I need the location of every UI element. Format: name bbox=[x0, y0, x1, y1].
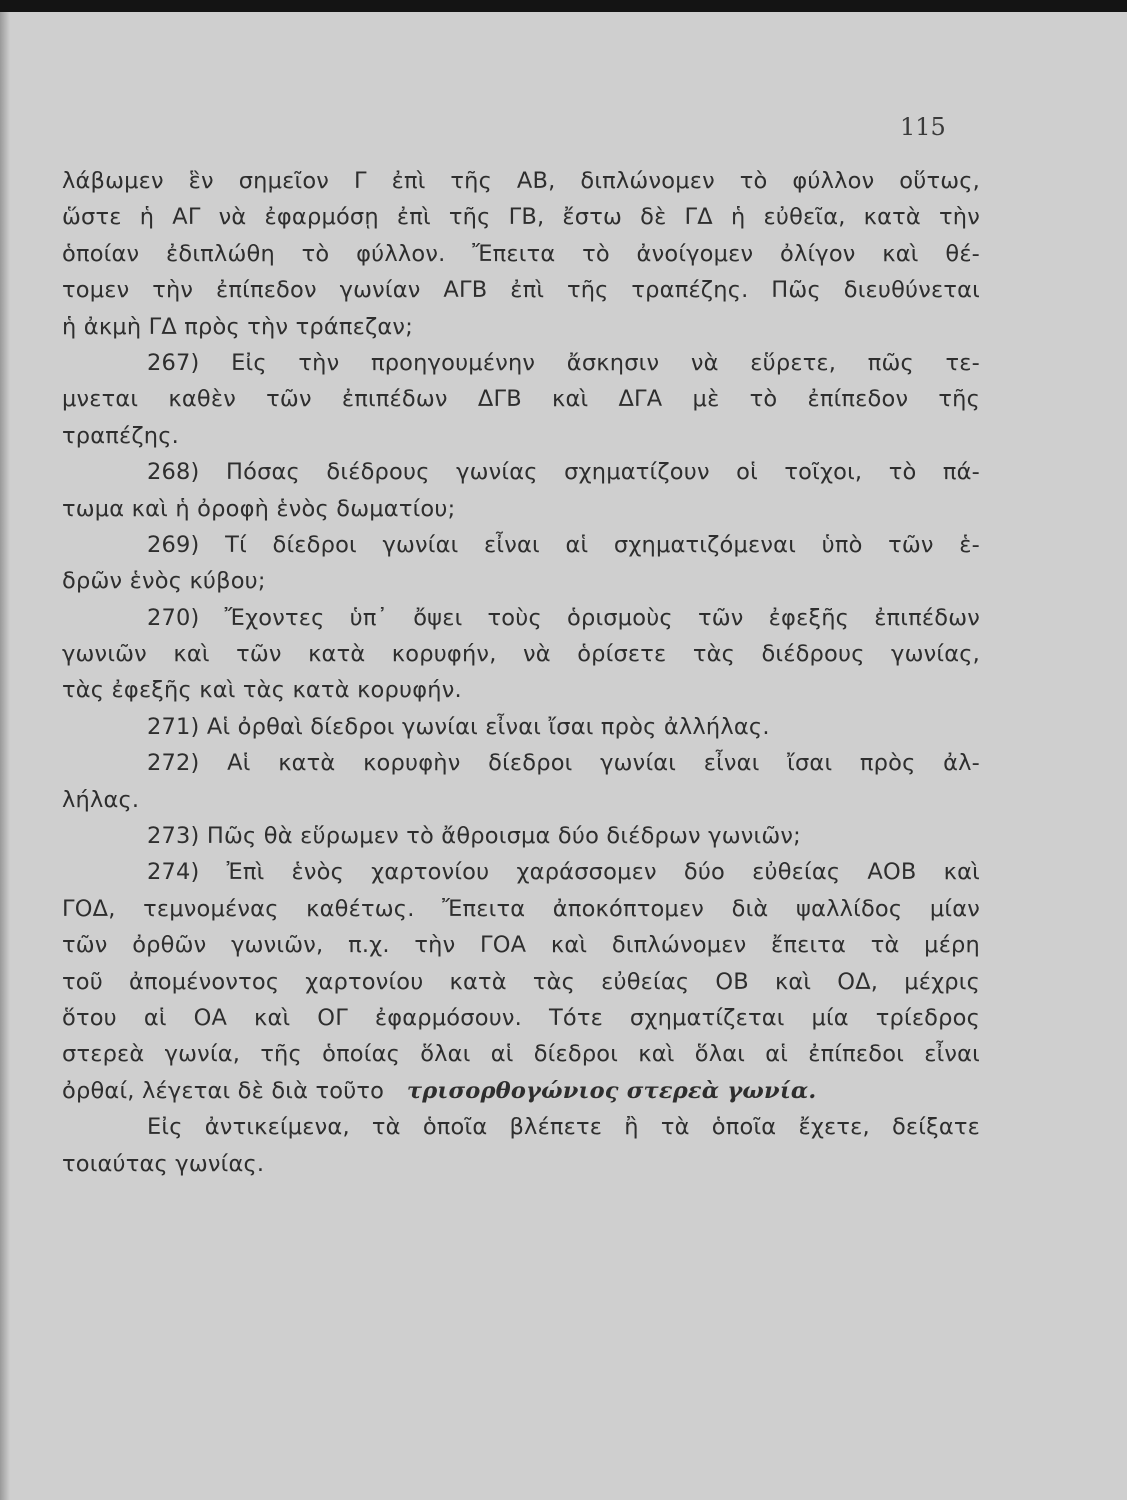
text-line-content: τωμα καὶ ἡ ὀροφὴ ἑνὸς δωματίου; bbox=[62, 495, 456, 522]
text-line-content: 273) Πῶς θὰ εὕρωμεν τὸ ἄθροισμα δύο διέδρων γωνιῶν; bbox=[147, 823, 801, 850]
text-line-content: ὅτου αἱ ΟΑ καὶ ΟΓ ἐφαρμόσουν. Τότε σχηματίζεται μία τρίεδρος bbox=[62, 1004, 980, 1031]
text-line bbox=[62, 199, 980, 235]
text-line bbox=[62, 454, 980, 490]
text-line-content: τῶν ὀρθῶν γωνιῶν, π.χ. τὴν ΓΟΑ καὶ διπλώνομεν ἔπειτα τὰ μέρη bbox=[62, 932, 980, 959]
emphasized-term: τρισορθογώνιος στερεὰ γωνία. bbox=[406, 1077, 817, 1104]
text-line-content: τοιαύτας γωνίας. bbox=[62, 1150, 265, 1177]
text-line bbox=[62, 163, 980, 199]
text-line bbox=[62, 236, 980, 272]
text-line-content: 271) Αἱ ὀρθαὶ δίεδροι γωνίαι εἶναι ἴσαι πρὸς ἀλλήλας. bbox=[147, 713, 770, 740]
text-line bbox=[62, 1036, 980, 1072]
text-line bbox=[62, 1073, 980, 1109]
text-line bbox=[62, 636, 980, 672]
text-line bbox=[62, 891, 980, 927]
text-line-content: ΓΟΔ, τεμνομένας καθέτως. Ἔπειτα ἀποκόπτομεν διὰ ψαλλίδος μίαν bbox=[62, 895, 980, 922]
text-line-content: Εἰς ἀντικείμενα, τὰ ὁποῖα βλέπετε ἢ τὰ ὁποῖα ἔχετε, δείξατε bbox=[147, 1114, 980, 1141]
text-line-content: 268) Πόσας διέδρους γωνίας σχηματίζουν οἱ τοῖχοι, τὸ πά- bbox=[147, 459, 980, 486]
text-line-content: ἡ ἀκμὴ ΓΔ πρὸς τὴν τράπεζαν; bbox=[62, 313, 413, 340]
text-line bbox=[62, 527, 980, 563]
text-line bbox=[62, 818, 980, 854]
text-line-content: ὁποίαν ἐδιπλώθη τὸ φύλλον. Ἔπειτα τὸ ἀνοίγομεν ὀλίγον καὶ θέ- bbox=[62, 240, 980, 267]
text-line-content: 272) Αἱ κατὰ κορυφὴν δίεδροι γωνίαι εἶναι ἴσαι πρὸς ἀλ- bbox=[147, 750, 980, 777]
text-line-content: τραπέζης. bbox=[62, 422, 180, 449]
text-line bbox=[62, 964, 980, 1000]
text-line-content: τὰς ἐφεξῆς καὶ τὰς κατὰ κορυφήν. bbox=[62, 677, 462, 704]
text-line bbox=[62, 1000, 980, 1036]
text-line bbox=[62, 272, 980, 308]
text-line-content: στερεὰ γωνία, τῆς ὁποίας ὅλαι αἱ δίεδροι καὶ ὅλαι αἱ ἐπίπεδοι εἶναι bbox=[62, 1041, 980, 1068]
text-line-content: ὥστε ἡ ΑΓ νὰ ἐφαρμόσῃ ἐπὶ τῆς ΓΒ, ἔστω δὲ ΓΔ ἡ εὐθεῖα, κατὰ τὴν bbox=[62, 204, 980, 231]
text-line-content: τοῦ ἀπομένοντος χαρτονίου κατὰ τὰς εὐθείας ΟΒ καὶ ΟΔ, μέχρις bbox=[62, 968, 980, 995]
text-line-content: ὀρθαί, λέγεται δὲ διὰ τοῦτο bbox=[62, 1077, 385, 1104]
text-line-content: δρῶν ἑνὸς κύβου; bbox=[62, 568, 266, 595]
text-line-content: 269) Τί δίεδροι γωνίαι εἶναι αἱ σχηματιζόμεναι ὑπὸ τῶν ἑ- bbox=[147, 531, 980, 558]
text-line bbox=[62, 600, 980, 636]
text-line bbox=[62, 927, 980, 963]
text-line bbox=[62, 418, 980, 454]
text-line-content: 270) Ἔχοντες ὑπ᾿ ὄψει τοὺς ὁρισμοὺς τῶν ἐφεξῆς ἐπιπέδων bbox=[147, 604, 980, 631]
text-line bbox=[62, 563, 980, 599]
text-line-content: 274) Ἐπὶ ἑνὸς χαρτονίου χαράσσομεν δύο εὐθείας ΑΟΒ καὶ bbox=[147, 859, 980, 886]
text-line bbox=[62, 309, 980, 345]
scan-left-edge bbox=[0, 12, 10, 1500]
text-line-content: λάβωμεν ἓν σημεῖον Γ ἐπὶ τῆς ΑΒ, διπλώνομεν τὸ φύλλον οὕτως, bbox=[62, 168, 980, 194]
text-line bbox=[62, 672, 980, 708]
scan-top-edge bbox=[0, 0, 1127, 12]
text-line bbox=[62, 854, 980, 890]
text-line-content: τομεν τὴν ἐπίπεδον γωνίαν ΑΓΒ ἐπὶ τῆς τραπέζης. Πῶς διευθύνεται bbox=[62, 277, 980, 304]
text-line bbox=[62, 345, 980, 381]
text-line bbox=[62, 782, 980, 818]
body-text bbox=[62, 163, 980, 1182]
text-line-content: λήλας. bbox=[62, 786, 140, 813]
text-line-content: μνεται καθὲν τῶν ἐπιπέδων ΔΓΒ καὶ ΔΓΑ μὲ τὸ ἐπίπεδον τῆς bbox=[62, 386, 980, 413]
text-line bbox=[62, 709, 980, 745]
text-line bbox=[62, 381, 980, 417]
text-line-content: γωνιῶν καὶ τῶν κατὰ κορυφήν, νὰ ὁρίσετε τὰς διέδρους γωνίας, bbox=[62, 641, 980, 668]
text-line bbox=[62, 1109, 980, 1145]
text-line-content: 267) Εἰς τὴν προηγουμένην ἄσκησιν νὰ εὕρετε, πῶς τε- bbox=[147, 349, 980, 376]
text-line bbox=[62, 491, 980, 527]
page-number: 115 bbox=[900, 113, 946, 141]
text-line bbox=[62, 745, 980, 781]
text-line bbox=[62, 1146, 980, 1182]
